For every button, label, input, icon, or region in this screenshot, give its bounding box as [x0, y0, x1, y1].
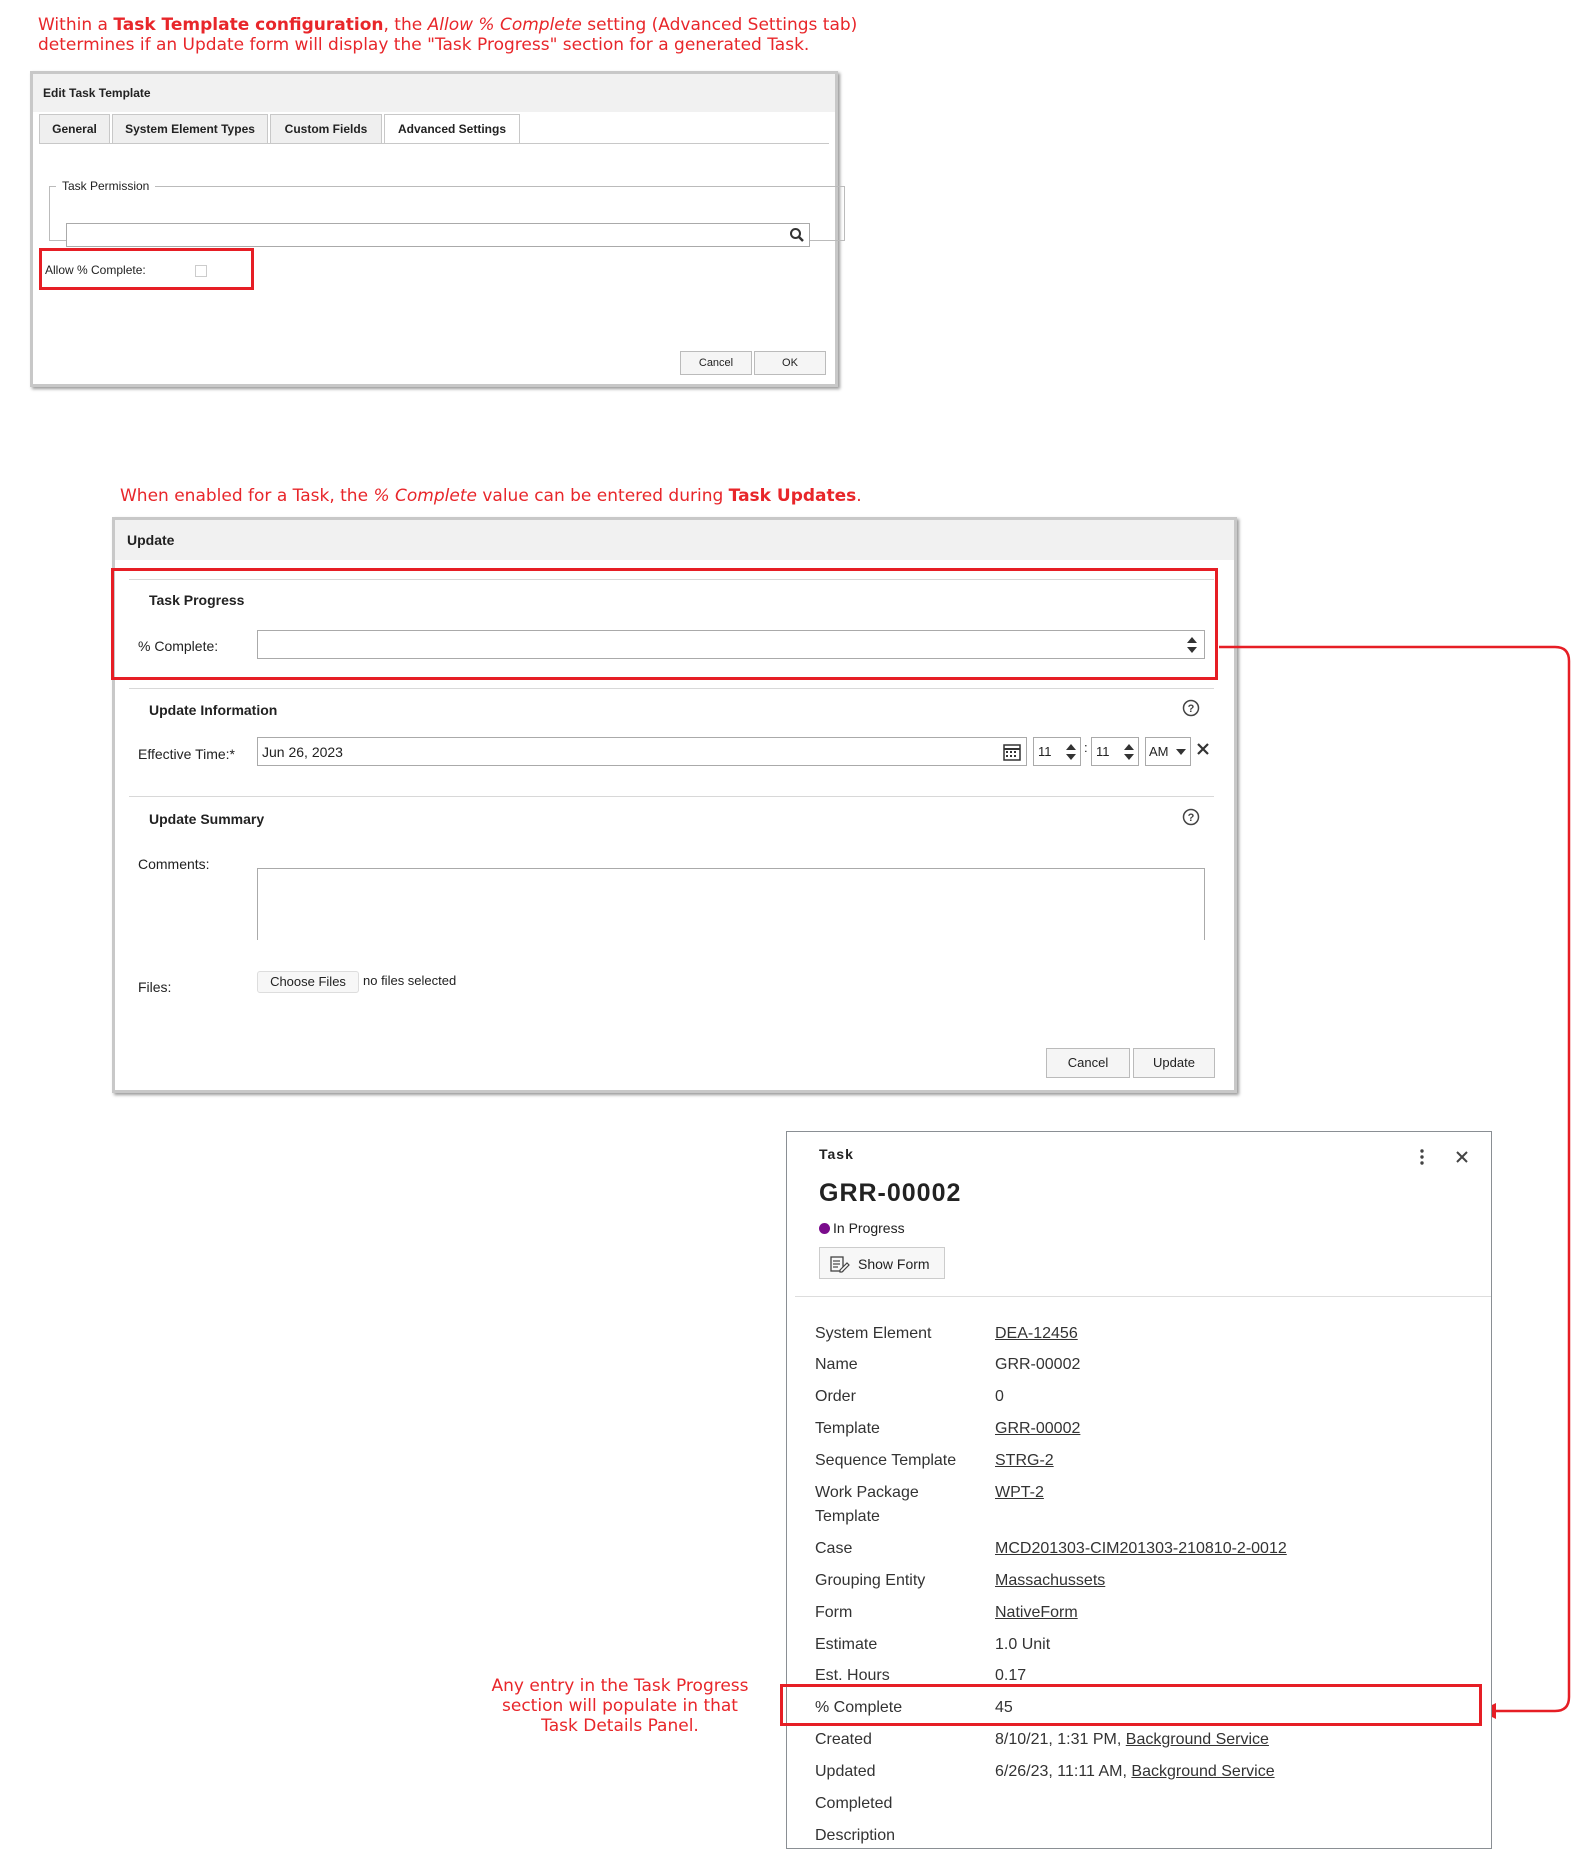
tab-advanced-settings[interactable]: Advanced Settings	[384, 114, 520, 144]
detail-link[interactable]: Background Service	[1131, 1763, 1275, 1780]
detail-key: Sequence Template	[815, 1452, 957, 1469]
hour-value: 11	[1038, 744, 1052, 759]
detail-link[interactable]: NativeForm	[995, 1604, 1078, 1621]
task-progress-title: Task Progress	[149, 592, 245, 608]
effective-date-value: Jun 26, 2023	[262, 744, 343, 760]
update-information-title: Update Information	[149, 702, 278, 718]
effective-time-label: Effective Time:*	[138, 746, 236, 762]
detail-value: 8/10/21, 1:31 PM, Background Service	[995, 1731, 1269, 1748]
svg-text:?: ?	[1187, 703, 1195, 715]
detail-key: Estimate	[815, 1636, 878, 1653]
middle-annotation: When enabled for a Task, the % Complete value can be entered during Task Updates.	[120, 486, 862, 506]
detail-link[interactable]: MCD201303-CIM201303-210810-2-0012	[995, 1540, 1287, 1557]
percent-complete-label: % Complete:	[138, 638, 219, 654]
detail-key: Name	[815, 1356, 858, 1373]
tab-general[interactable]: General	[39, 114, 110, 144]
bottom-annotation: Any entry in the Task Progress section will populate in that Task Details Panel.	[491, 1676, 749, 1736]
no-files-text: no files selected	[363, 973, 457, 988]
detail-key: Work Package Template	[815, 1484, 919, 1525]
detail-value: GRR-00002	[995, 1356, 1081, 1373]
comments-label: Comments:	[138, 856, 210, 872]
detail-key: Order	[815, 1388, 856, 1405]
detail-link[interactable]: Background Service	[1125, 1731, 1269, 1748]
status-dot	[819, 1223, 830, 1234]
close-icon[interactable]	[1455, 1150, 1469, 1164]
minute-value: 11	[1096, 744, 1110, 759]
svg-text:?: ?	[1187, 812, 1195, 824]
detail-key: Completed	[815, 1795, 893, 1812]
tab-system-element-types[interactable]: System Element Types	[112, 114, 268, 144]
detail-link[interactable]: WPT-2	[995, 1484, 1044, 1501]
highlight-percent-complete	[780, 1684, 1482, 1726]
files-label: Files:	[138, 979, 172, 995]
ok-button[interactable]: OK	[754, 351, 826, 375]
panel-actions	[1418, 1146, 1469, 1167]
panel-kicker: Task	[819, 1146, 854, 1162]
top-annotation: Within a Task Template configuration, the Allow % Complete setting (Advanced Settings tab) determines if an Update form will display the "Task Progress" section for a generated Task.	[38, 15, 858, 55]
detail-value: 6/26/23, 11:11 AM, Background Service	[995, 1763, 1275, 1780]
detail-value: 0.17	[995, 1667, 1027, 1684]
detail-value: 1.0 Unit	[995, 1636, 1051, 1653]
detail-link[interactable]: DEA-12456	[995, 1325, 1078, 1342]
dialog-title: Update	[115, 520, 1234, 560]
allow-percent-complete-label: Allow % Complete:	[45, 263, 146, 277]
detail-value: 45	[995, 1699, 1013, 1716]
task-id: GRR-00002	[819, 1179, 962, 1207]
more-vertical-icon[interactable]	[1418, 1148, 1426, 1166]
detail-link[interactable]: Massachussets	[995, 1572, 1106, 1589]
detail-value: 0	[995, 1388, 1004, 1405]
detail-key: Est. Hours	[815, 1667, 890, 1684]
tab-custom-fields[interactable]: Custom Fields	[270, 114, 382, 144]
time-separator: :	[1084, 740, 1088, 755]
detail-key: Template	[815, 1420, 880, 1437]
task-details-panel	[786, 1131, 1492, 1849]
ampm-value: AM	[1149, 744, 1169, 759]
detail-key: Grouping Entity	[815, 1572, 926, 1589]
status-badge	[819, 1220, 905, 1236]
detail-link[interactable]: STRG-2	[995, 1452, 1054, 1469]
detail-key: Description	[815, 1827, 896, 1844]
status-text: In Progress	[833, 1220, 905, 1236]
cancel-button[interactable]: Cancel	[680, 351, 752, 375]
task-permission-label: Task Permission	[62, 179, 150, 193]
show-form-label: Show Form	[858, 1256, 930, 1272]
detail-key: % Complete	[815, 1699, 903, 1716]
detail-link[interactable]: GRR-00002	[995, 1420, 1081, 1437]
form-edit-icon	[830, 1255, 850, 1273]
dialog-title: Edit Task Template	[33, 74, 835, 112]
detail-key: Updated	[815, 1763, 876, 1780]
cancel-button[interactable]: Cancel	[1046, 1048, 1130, 1078]
detail-key: Case	[815, 1540, 853, 1557]
detail-key: System Element	[815, 1325, 932, 1342]
panel-divider	[795, 1296, 1491, 1297]
update-summary-title: Update Summary	[149, 811, 265, 827]
choose-files-button[interactable]: Choose Files	[257, 971, 359, 993]
update-button[interactable]: Update	[1133, 1048, 1215, 1078]
show-form-button[interactable]	[819, 1247, 945, 1279]
detail-key: Form	[815, 1604, 853, 1621]
detail-key: Created	[815, 1731, 872, 1748]
